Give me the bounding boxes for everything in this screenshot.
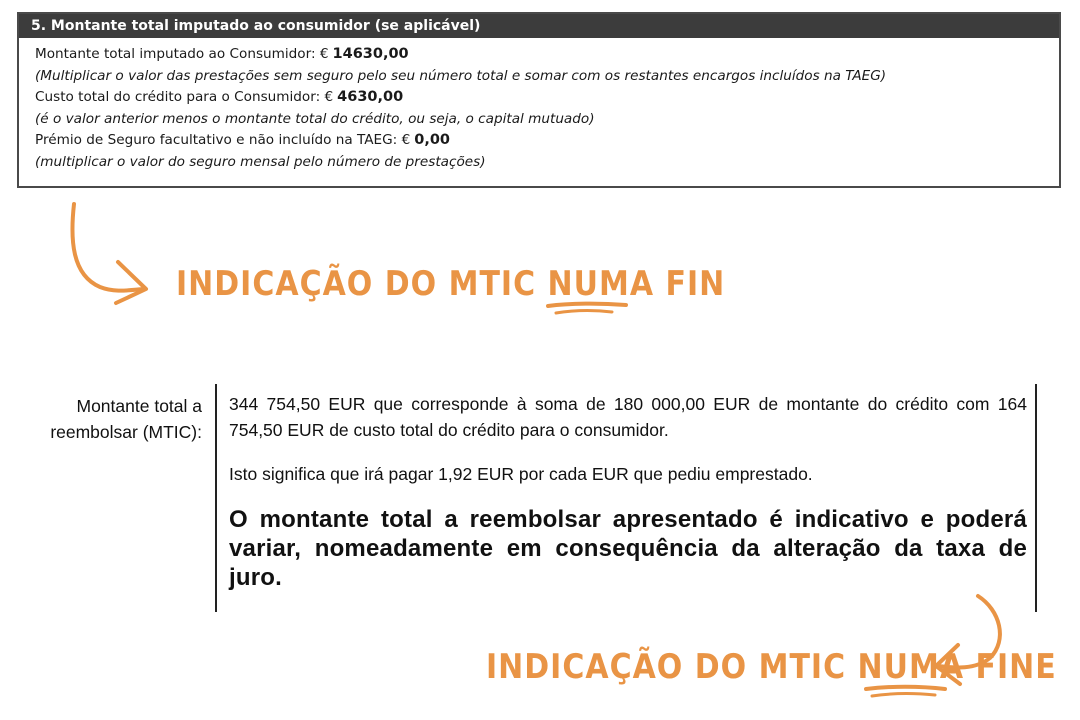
annotation-fin: INDICAÇÃO DO MTIC NUMA FIN — [176, 265, 726, 305]
total-credit-cost-value: 4630,00 — [337, 89, 404, 105]
total-imputed-label: Montante total imputado ao Consumidor: € — [35, 46, 329, 62]
total-imputed-value: 14630,00 — [332, 46, 409, 62]
mtic-label-line1: Montante total a — [76, 396, 202, 416]
total-credit-cost-note: (é o valor anterior menos o montante total do crédito, ou seja, o capital mutuado) — [35, 110, 595, 127]
total-credit-cost-label: Custo total do crédito para o Consumidor: € — [35, 89, 334, 105]
arrowhead-icon — [116, 262, 146, 303]
mtic-label — [20, 393, 202, 445]
mtic-content — [229, 391, 1027, 592]
mtic-paragraph-1: 344 754,50 EUR que corresponde à soma de 180 000,00 EUR de montante do crédito com 164 754,50 EUR de custo total do crédito para o consumidor. — [229, 394, 1027, 440]
mtic-disclaimer: O montante total a reembolsar apresentado é indicativo e poderá variar, nomeadamente em consequência da alteração da taxa de juro. — [229, 506, 1027, 591]
annotation-fine: INDICAÇÃO DO MTIC NUMA FINE — [486, 648, 1057, 688]
insurance-premium-value: 0,00 — [414, 132, 451, 148]
section-5-header: 5. Montante total imputado ao consumidor (se aplicável) — [19, 14, 1059, 38]
mtic-label-line2: reembolsar (MTIC): — [50, 422, 202, 442]
insurance-premium-label: Prémio de Seguro facultativo e não incluído na TAEG: € — [35, 132, 411, 148]
total-imputed-note: (Multiplicar o valor das prestações sem seguro pelo seu número total e somar com os restantes encargos incluídos na TAEG) — [35, 67, 887, 84]
mtic-paragraph-2: Isto significa que irá pagar 1,92 EUR por cada EUR que pediu emprestado. — [229, 464, 813, 484]
right-divider — [1035, 384, 1037, 612]
insurance-premium-note: (multiplicar o valor do seguro mensal pelo número de prestações) — [35, 153, 486, 170]
left-divider — [215, 384, 217, 612]
